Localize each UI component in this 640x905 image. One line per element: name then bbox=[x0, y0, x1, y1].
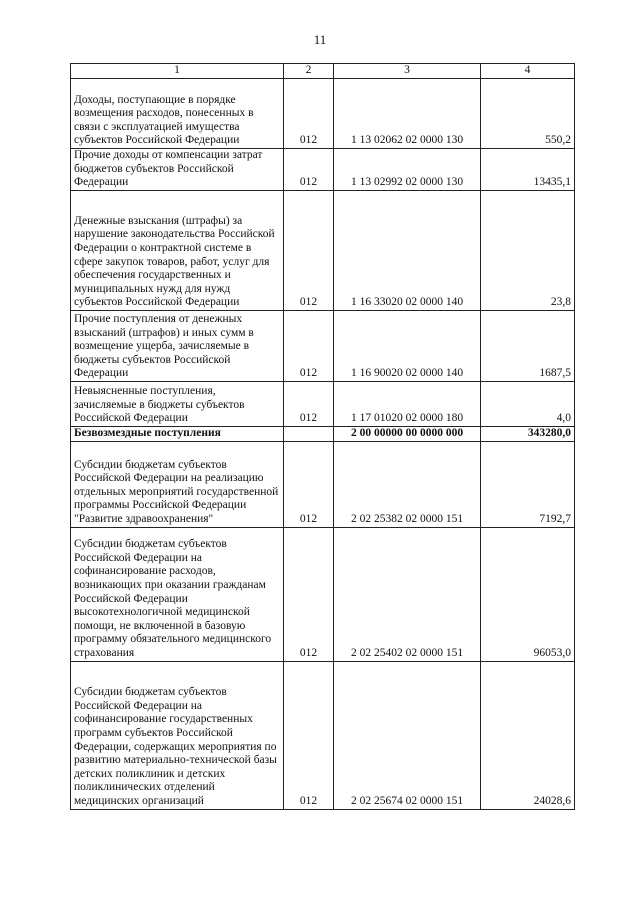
row-admin-code: 012 bbox=[284, 149, 334, 191]
row-amount: 13435,1 bbox=[481, 149, 575, 191]
row-admin-code: 012 bbox=[284, 441, 334, 527]
page-number: 11 bbox=[313, 32, 327, 47]
table-header-row bbox=[71, 64, 575, 79]
row-budget-code: 1 17 01020 02 0000 180 bbox=[334, 382, 481, 427]
row-name: Прочие поступления от денежных взысканий (штрафов) и иных сумм в возмещение ущерба, зачисляемые в бюджеты субъектов Российской Федерации bbox=[71, 311, 284, 382]
row-amount: 7192,7 bbox=[481, 441, 575, 527]
row-name: Денежные взыскания (штрафы) за нарушение законодательства Российской Федерации о контрактной системе в сфере закупок товаров, работ, услуг для обеспечения государственных и муниципальных нужд для нужд субъектов Российской Федерации bbox=[71, 191, 284, 311]
table-row bbox=[71, 79, 575, 149]
row-admin-code: 012 bbox=[284, 79, 334, 149]
row-admin-code: 012 bbox=[284, 311, 334, 382]
row-amount: 96053,0 bbox=[481, 527, 575, 661]
table-row bbox=[71, 191, 575, 311]
header-col-4: 4 bbox=[481, 64, 575, 79]
row-amount: 24028,6 bbox=[481, 661, 575, 809]
row-amount: 23,8 bbox=[481, 191, 575, 311]
row-name: Доходы, поступающие в порядке возмещения расходов, понесенных в связи с эксплуатацией имущества субъектов Российской Федерации bbox=[71, 79, 284, 149]
row-budget-code: 2 00 00000 00 0000 000 bbox=[334, 427, 481, 442]
header-col-1: 1 bbox=[71, 64, 284, 79]
row-name: Безвозмездные поступления bbox=[71, 427, 284, 442]
row-name: Субсидии бюджетам субъектов Российской Федерации на софинансирование расходов, возникающих при оказании гражданам Российской Федерации высокотехнологичной медицинской помощи, не включенной в базовую программу обязательного медицинского страхования bbox=[71, 527, 284, 661]
row-name: Прочие доходы от компенсации затрат бюджетов субъектов Российской Федерации bbox=[71, 149, 284, 191]
row-budget-code: 2 02 25382 02 0000 151 bbox=[334, 441, 481, 527]
row-budget-code: 1 13 02062 02 0000 130 bbox=[334, 79, 481, 149]
row-amount: 1687,5 bbox=[481, 311, 575, 382]
table-row bbox=[71, 311, 575, 382]
row-name: Субсидии бюджетам субъектов Российской Федерации на софинансирование государственных программ субъектов Российской Федерации, содержащих мероприятия по развитию материально-технической базы детских поликлиник и детских поликлинических отделений медицинских организаций bbox=[71, 661, 284, 809]
row-admin-code bbox=[284, 427, 334, 442]
row-name: Субсидии бюджетам субъектов Российской Федерации на реализацию отдельных мероприятий государственной программы Российской Федерации "Развитие здравоохранения" bbox=[71, 441, 284, 527]
row-budget-code: 1 16 90020 02 0000 140 bbox=[334, 311, 481, 382]
row-admin-code: 012 bbox=[284, 191, 334, 311]
row-amount: 4,0 bbox=[481, 382, 575, 427]
row-name: Невыясненные поступления, зачисляемые в бюджеты субъектов Российской Федерации bbox=[71, 382, 284, 427]
table-row-section bbox=[71, 427, 575, 442]
header-col-2: 2 bbox=[284, 64, 334, 79]
revenue-table bbox=[70, 63, 575, 810]
row-admin-code: 012 bbox=[284, 382, 334, 427]
row-admin-code: 012 bbox=[284, 527, 334, 661]
table-row bbox=[71, 527, 575, 661]
table-row bbox=[71, 441, 575, 527]
row-amount: 343280,0 bbox=[481, 427, 575, 442]
table-row bbox=[71, 661, 575, 809]
row-budget-code: 1 13 02992 02 0000 130 bbox=[334, 149, 481, 191]
row-admin-code: 012 bbox=[284, 661, 334, 809]
row-amount: 550,2 bbox=[481, 79, 575, 149]
table-row bbox=[71, 149, 575, 191]
row-budget-code: 2 02 25674 02 0000 151 bbox=[334, 661, 481, 809]
row-budget-code: 1 16 33020 02 0000 140 bbox=[334, 191, 481, 311]
row-budget-code: 2 02 25402 02 0000 151 bbox=[334, 527, 481, 661]
header-col-3: 3 bbox=[334, 64, 481, 79]
table-row bbox=[71, 382, 575, 427]
